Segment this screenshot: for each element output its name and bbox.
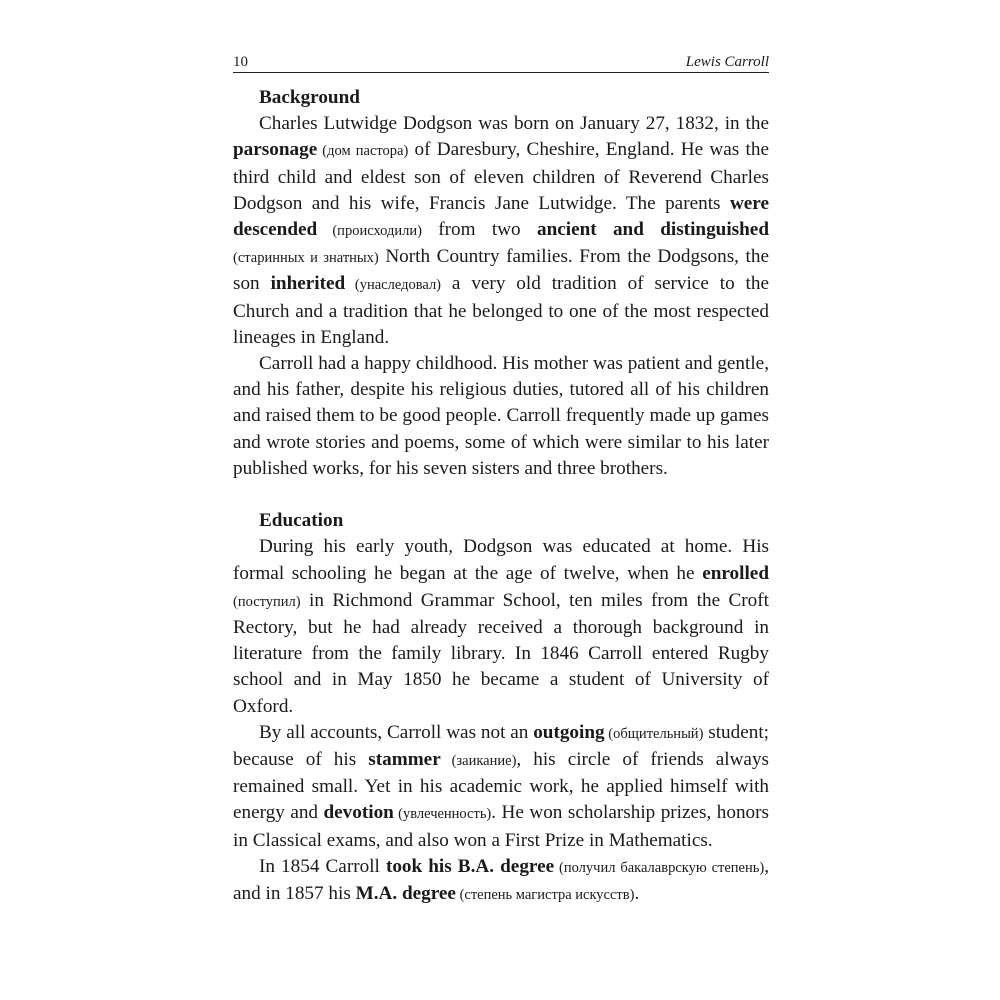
paragraph-text: student; because of his	[233, 721, 770, 771]
russian-gloss: (общительный)	[604, 725, 704, 742]
section-spacer	[233, 482, 769, 508]
russian-gloss: (унаследовал)	[345, 277, 442, 294]
paragraph	[233, 351, 769, 482]
russian-gloss: (увлеченность)	[393, 806, 492, 823]
russian-gloss: (заикание)	[440, 753, 517, 770]
paragraph-text: of Daresbury, Cheshire, England. He was the third child and eldest son of eleven children of Reverend Charles Dodgson and his wife, Francis Jane Lutwidge. The parents	[233, 139, 769, 214]
page-number: 10	[233, 54, 248, 70]
paragraph-text: . He won scholarship prizes, honors in Classical exams, and also won a First Prize in Mathematics.	[233, 802, 770, 851]
paragraph	[233, 111, 769, 351]
paragraph-text: By all accounts, Carroll was not an	[259, 721, 534, 743]
paragraph-text: a very old tradition of service to the Church and a tradition that he belonged to one of the most respected lineages in England.	[233, 273, 769, 348]
book-page	[233, 52, 769, 908]
paragraph-text: from two	[421, 219, 537, 241]
russian-gloss: (поступил)	[233, 593, 301, 610]
vocab-term: enrolled	[702, 562, 769, 584]
paragraph	[233, 720, 769, 854]
section-heading-background: Background	[259, 87, 360, 108]
paragraph-text: , his circle of friends always remained small. Yet in his academic work, he applied himself with energy and	[233, 749, 770, 824]
vocab-term: outgoing	[533, 721, 605, 743]
section-heading-education: Education	[259, 510, 344, 532]
paragraph-text: .	[634, 883, 640, 905]
paragraph-text: In 1854 Carroll	[259, 855, 386, 877]
russian-gloss: (дом пастора)	[317, 143, 409, 160]
paragraph-text: , and in 1857 his	[233, 855, 769, 905]
paragraph-text: in Richmond Grammar School, ten miles from the Croft Rectory, but he had already received a thorough background in literature from the family library. In 1846 Carroll entered Rugby school and in May 1850 he became a student of University of Oxford.	[233, 589, 769, 717]
paragraph-text: During his early youth, Dodgson was educated at home. His formal schooling he began at the age of twelve, when he	[233, 536, 769, 584]
running-title: Lewis Carroll	[685, 54, 769, 70]
vocab-term: M.A. degree	[355, 883, 456, 905]
russian-gloss: (старинных и знатных)	[233, 250, 379, 267]
vocab-term: were descended	[233, 192, 769, 241]
running-header	[233, 52, 769, 73]
vocab-term: ancient and distinguished	[536, 219, 769, 241]
paragraph	[233, 854, 769, 908]
paragraph-text: Charles Lutwidge Dodgson was born on January 27, 1832, in the	[259, 113, 769, 135]
vocab-term: inherited	[270, 273, 346, 295]
paragraph	[233, 534, 769, 719]
vocab-term: took his B.A. degree	[385, 855, 555, 877]
vocab-term: stammer	[368, 749, 441, 771]
russian-gloss: (степень магистра искусств)	[455, 887, 635, 904]
russian-gloss: (получил бакалаврскую степень)	[554, 859, 765, 876]
page-content	[233, 85, 769, 908]
vocab-term: parsonage	[233, 139, 318, 161]
russian-gloss: (происходили)	[317, 223, 422, 240]
paragraph-text: North Country families. From the Dodgsons, the son	[233, 246, 769, 295]
paragraph-text: Carroll had a happy childhood. His mother was patient and gentle, and his father, despite his religious duties, tutored all of his children and raised them to be good people. Carroll frequently made up games and wrote stories and poems, some of which were similar to his later published works, for his seven sisters and three brothers.	[233, 353, 769, 479]
vocab-term: devotion	[323, 802, 394, 824]
